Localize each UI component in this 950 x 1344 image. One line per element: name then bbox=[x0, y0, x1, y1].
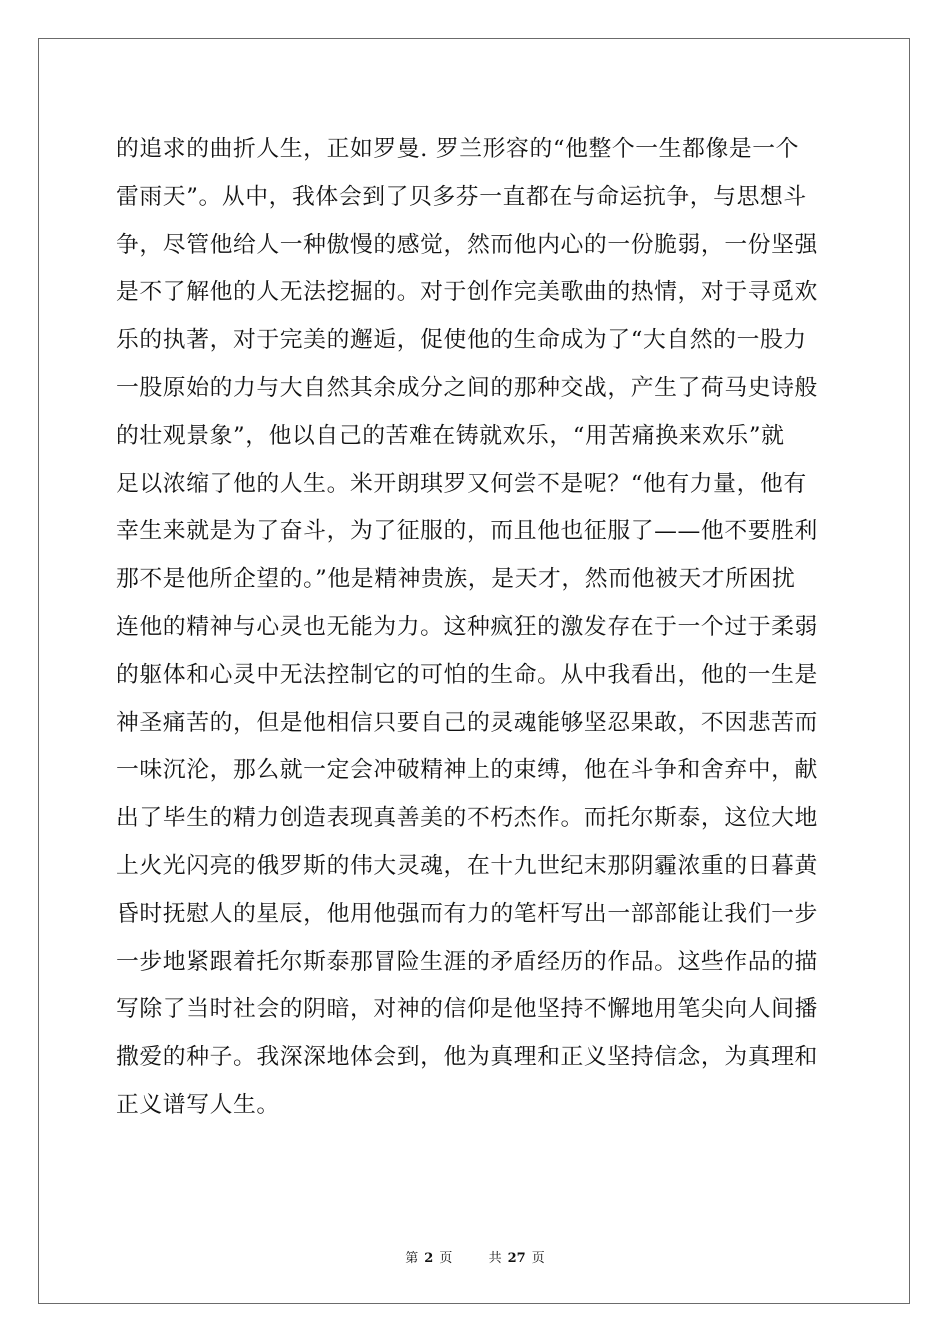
text-line: 神圣痛苦的，但是他相信只要自己的灵魂能够坚忍果敢，不因悲苦而 bbox=[116, 709, 818, 736]
text-line: 乐的执著，对于完美的邂逅，促使他的生命成为了“大自然的一股力 bbox=[116, 327, 807, 354]
text-line: 出了毕生的精力创造表现真善美的不朽杰作。而托尔斯泰，这位大地 bbox=[116, 805, 818, 832]
text-line: 一步地紧跟着托尔斯泰那冒险生涯的矛盾经历的作品。这些作品的描 bbox=[116, 948, 818, 975]
page-footer bbox=[0, 1247, 950, 1266]
page-prefix: 第 bbox=[405, 1251, 419, 1266]
total-prefix: 共 bbox=[488, 1251, 502, 1266]
text-line: 争，尽管他给人一种傲慢的感觉，然而他内心的一份脆弱，一份坚强 bbox=[116, 231, 818, 258]
text-line: 上火光闪亮的俄罗斯的伟大灵魂，在十九世纪末那阴霾浓重的日暮黄 bbox=[116, 852, 818, 879]
text-line: 正义谱写人生。 bbox=[116, 1091, 280, 1118]
total-suffix: 页 bbox=[531, 1251, 545, 1266]
text-line: 的躯体和心灵中无法控制它的可怕的生命。从中我看出，他的一生是 bbox=[116, 661, 818, 688]
text-line: 昏时抚慰人的星辰，他用他强而有力的笔杆写出一部部能让我们一步 bbox=[116, 900, 818, 927]
text-line: 雷雨天”。从中，我体会到了贝多芬一直都在与命运抗争，与思想斗 bbox=[116, 183, 807, 210]
text-line: 幸生来就是为了奋斗，为了征服的，而且他也征服了——他不要胜利 bbox=[116, 518, 818, 545]
text-line: 足以浓缩了他的人生。米开朗琪罗又何尝不是呢？“他有力量，他有 bbox=[116, 470, 807, 497]
page-number: 2 bbox=[424, 1251, 434, 1266]
total-pages: 27 bbox=[507, 1251, 526, 1266]
text-line: 的壮观景象”，他以自己的苦难在铸就欢乐，“用苦痛换来欢乐”就 bbox=[116, 422, 785, 449]
text-line: 的追求的曲折人生，正如罗曼. 罗兰形容的“他整个一生都像是一个 bbox=[116, 136, 800, 162]
page-suffix: 页 bbox=[439, 1251, 453, 1266]
text-line: 写除了当时社会的阴暗，对神的信仰是他坚持不懈地用笔尖向人间播 bbox=[116, 996, 818, 1023]
text-line: 是不了解他的人无法挖掘的。对于创作完美歌曲的热情，对于寻觅欢 bbox=[116, 279, 818, 306]
text-line: 一味沉沦，那么就一定会冲破精神上的束缚，他在斗争和舍弃中，献 bbox=[116, 757, 818, 784]
page-indicator bbox=[402, 1251, 455, 1266]
text-line: 一股原始的力与大自然其余成分之间的那种交战，产生了荷马史诗般 bbox=[116, 374, 818, 401]
text-line: 连他的精神与心灵也无能为力。这种疯狂的激发存在于一个过于柔弱 bbox=[116, 613, 818, 640]
text-line: 撒爱的种子。我深深地体会到，他为真理和正义坚持信念，为真理和 bbox=[116, 1044, 818, 1071]
text-line: 那不是他所企望的。”他是精神贵族，是天才，然而他被天才所困扰 bbox=[116, 566, 796, 593]
body-text bbox=[116, 126, 836, 1130]
total-pages-indicator bbox=[486, 1251, 548, 1266]
